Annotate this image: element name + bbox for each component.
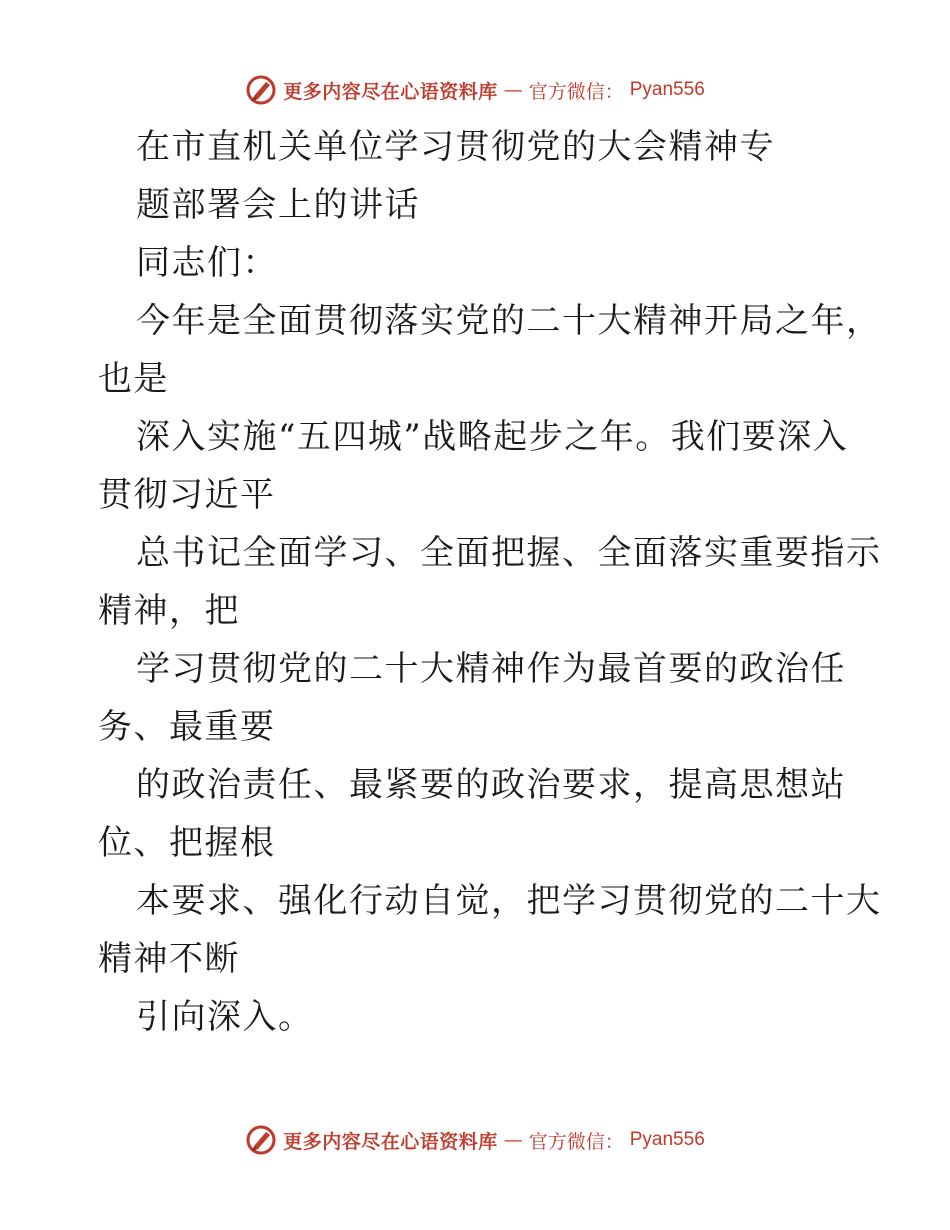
- text-line: 务、最重要: [98, 707, 276, 747]
- pen-logo-icon: [245, 74, 277, 106]
- pen-logo-icon: [245, 1124, 277, 1156]
- watermark-text: 更多内容尽在心语资料库: [283, 80, 498, 103]
- text-line: 在市直机关单位学习贯彻党的大会精神专: [136, 127, 775, 167]
- watermark-wechat-label: 官方微信：: [528, 80, 624, 103]
- text-line: 本要求、强化行动自觉，把学习贯彻党的二十大: [136, 881, 882, 921]
- text-line: 深入实施“五四城”战略起步之年。我们要深入: [136, 417, 849, 457]
- watermark-separator: —: [503, 79, 523, 101]
- footer-watermark: [0, 1120, 950, 1160]
- watermark-wechat-id: Pyan556: [629, 79, 705, 100]
- text-line: 今年是全面贯彻落实党的二十大精神开局之年，: [136, 301, 882, 341]
- text-line: 贯彻习近平: [98, 475, 276, 515]
- watermark-wechat-id: Pyan556: [629, 1129, 705, 1150]
- text-line: 引向深入。: [136, 997, 314, 1037]
- text-line: 的政治责任、最紧要的政治要求，提高思想站: [136, 765, 846, 805]
- watermark-wechat-label: 官方微信：: [528, 1130, 624, 1153]
- header-watermark: [0, 70, 950, 110]
- text-line: 学习贯彻党的二十大精神作为最首要的政治任: [136, 649, 846, 689]
- text-line: 精神不断: [98, 939, 240, 979]
- document-body: [98, 118, 882, 1046]
- watermark-separator: —: [503, 1129, 523, 1151]
- text-line: 同志们：: [136, 243, 278, 283]
- text-line: 题部署会上的讲话: [136, 185, 420, 225]
- text-line: 位、把握根: [98, 823, 276, 863]
- text-line: 也是: [98, 359, 169, 399]
- text-line: 精神，把: [98, 591, 240, 631]
- text-line: 总书记全面学习、全面把握、全面落实重要指示: [136, 533, 882, 573]
- watermark-text: 更多内容尽在心语资料库: [283, 1130, 498, 1153]
